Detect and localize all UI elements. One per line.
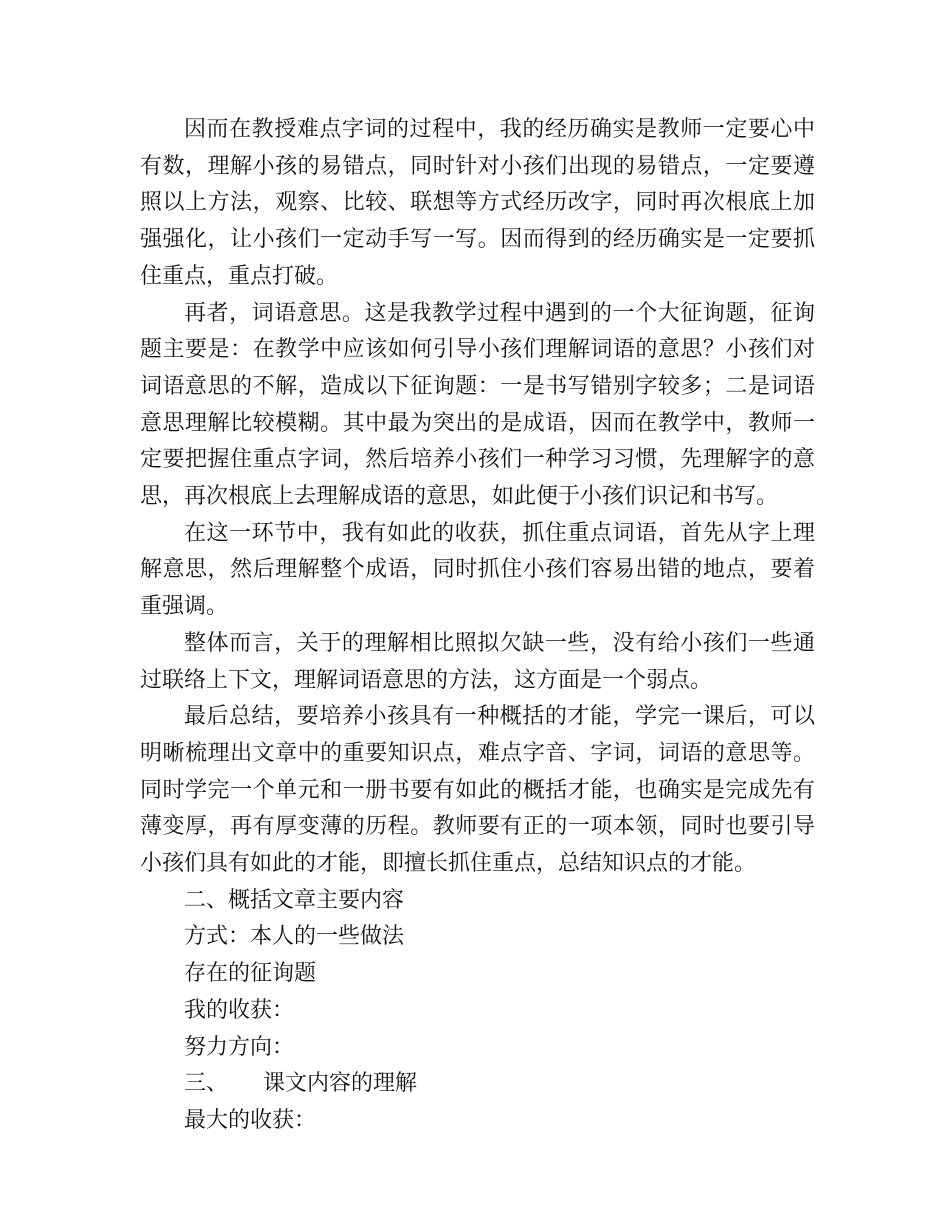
section-heading-3: 三、 课文内容的理解 — [184, 1071, 417, 1097]
paragraph-2: 再者，词语意思。这是我教学过程中遇到的一个大征询题，征询题主要是：在教学中应该如何引导小孩们理解词语的意思？小孩们对词语意思的不解，造成以下征询题：一是书写错别字较多；二是词语意思理解比较模糊。其中最为突出的是成语，因而在教学中，教师一定要把握住重点字词，然后培养小孩们一种学习习惯，先理解字的意思，再次根底上去理解成语的意思，如此便于小孩们识记和书写。 — [140, 300, 815, 510]
list-item: 方式：本人的一些做法 — [184, 924, 405, 950]
paragraph-1: 因而在教授难点字词的过程中，我的经历确实是教师一定要心中有数，理解小孩的易错点，同时针对小孩们出现的易错点，一定要遵照以上方法，观察、比较、联想等方式经历改字，同时再次根底上加强强化，让小孩们一定动手写一写。因而得到的经历确实是一定要抓住重点，重点打破。 — [140, 117, 815, 289]
section-heading-2: 二、概括文章主要内容 — [184, 887, 405, 913]
paragraph-5: 最后总结，要培养小孩具有一种概括的才能，学完一课后，可以明晰梳理出文章中的重要知识点，难点字音、字词，词语的意思等。同时学完一个单元和一册书要有如此的概括才能，也确实是完成先有薄变厚，再有厚变薄的历程。教师要有正的一项本领，同时也要引导小孩们具有如此的才能，即擅长抓住重点，总结知识点的才能。 — [140, 704, 815, 877]
paragraph-4: 整体而言，关于的理解相比照拟欠缺一些，没有给小孩们一些通过联络上下文，理解词语意思的方法，这方面是一个弱点。 — [140, 630, 815, 693]
list-item: 我的收获： — [184, 997, 295, 1023]
list-item: 存在的征询题 — [184, 961, 317, 987]
list-item: 努力方向： — [184, 1034, 295, 1060]
paragraph-3: 在这一环节中，我有如此的收获，抓住重点词语，首先从字上理解意思，然后理解整个成语，同时抓住小孩们容易出错的地点，要着重强调。 — [140, 520, 815, 620]
list-item: 最大的收获： — [184, 1107, 317, 1133]
document-page — [140, 112, 815, 1140]
